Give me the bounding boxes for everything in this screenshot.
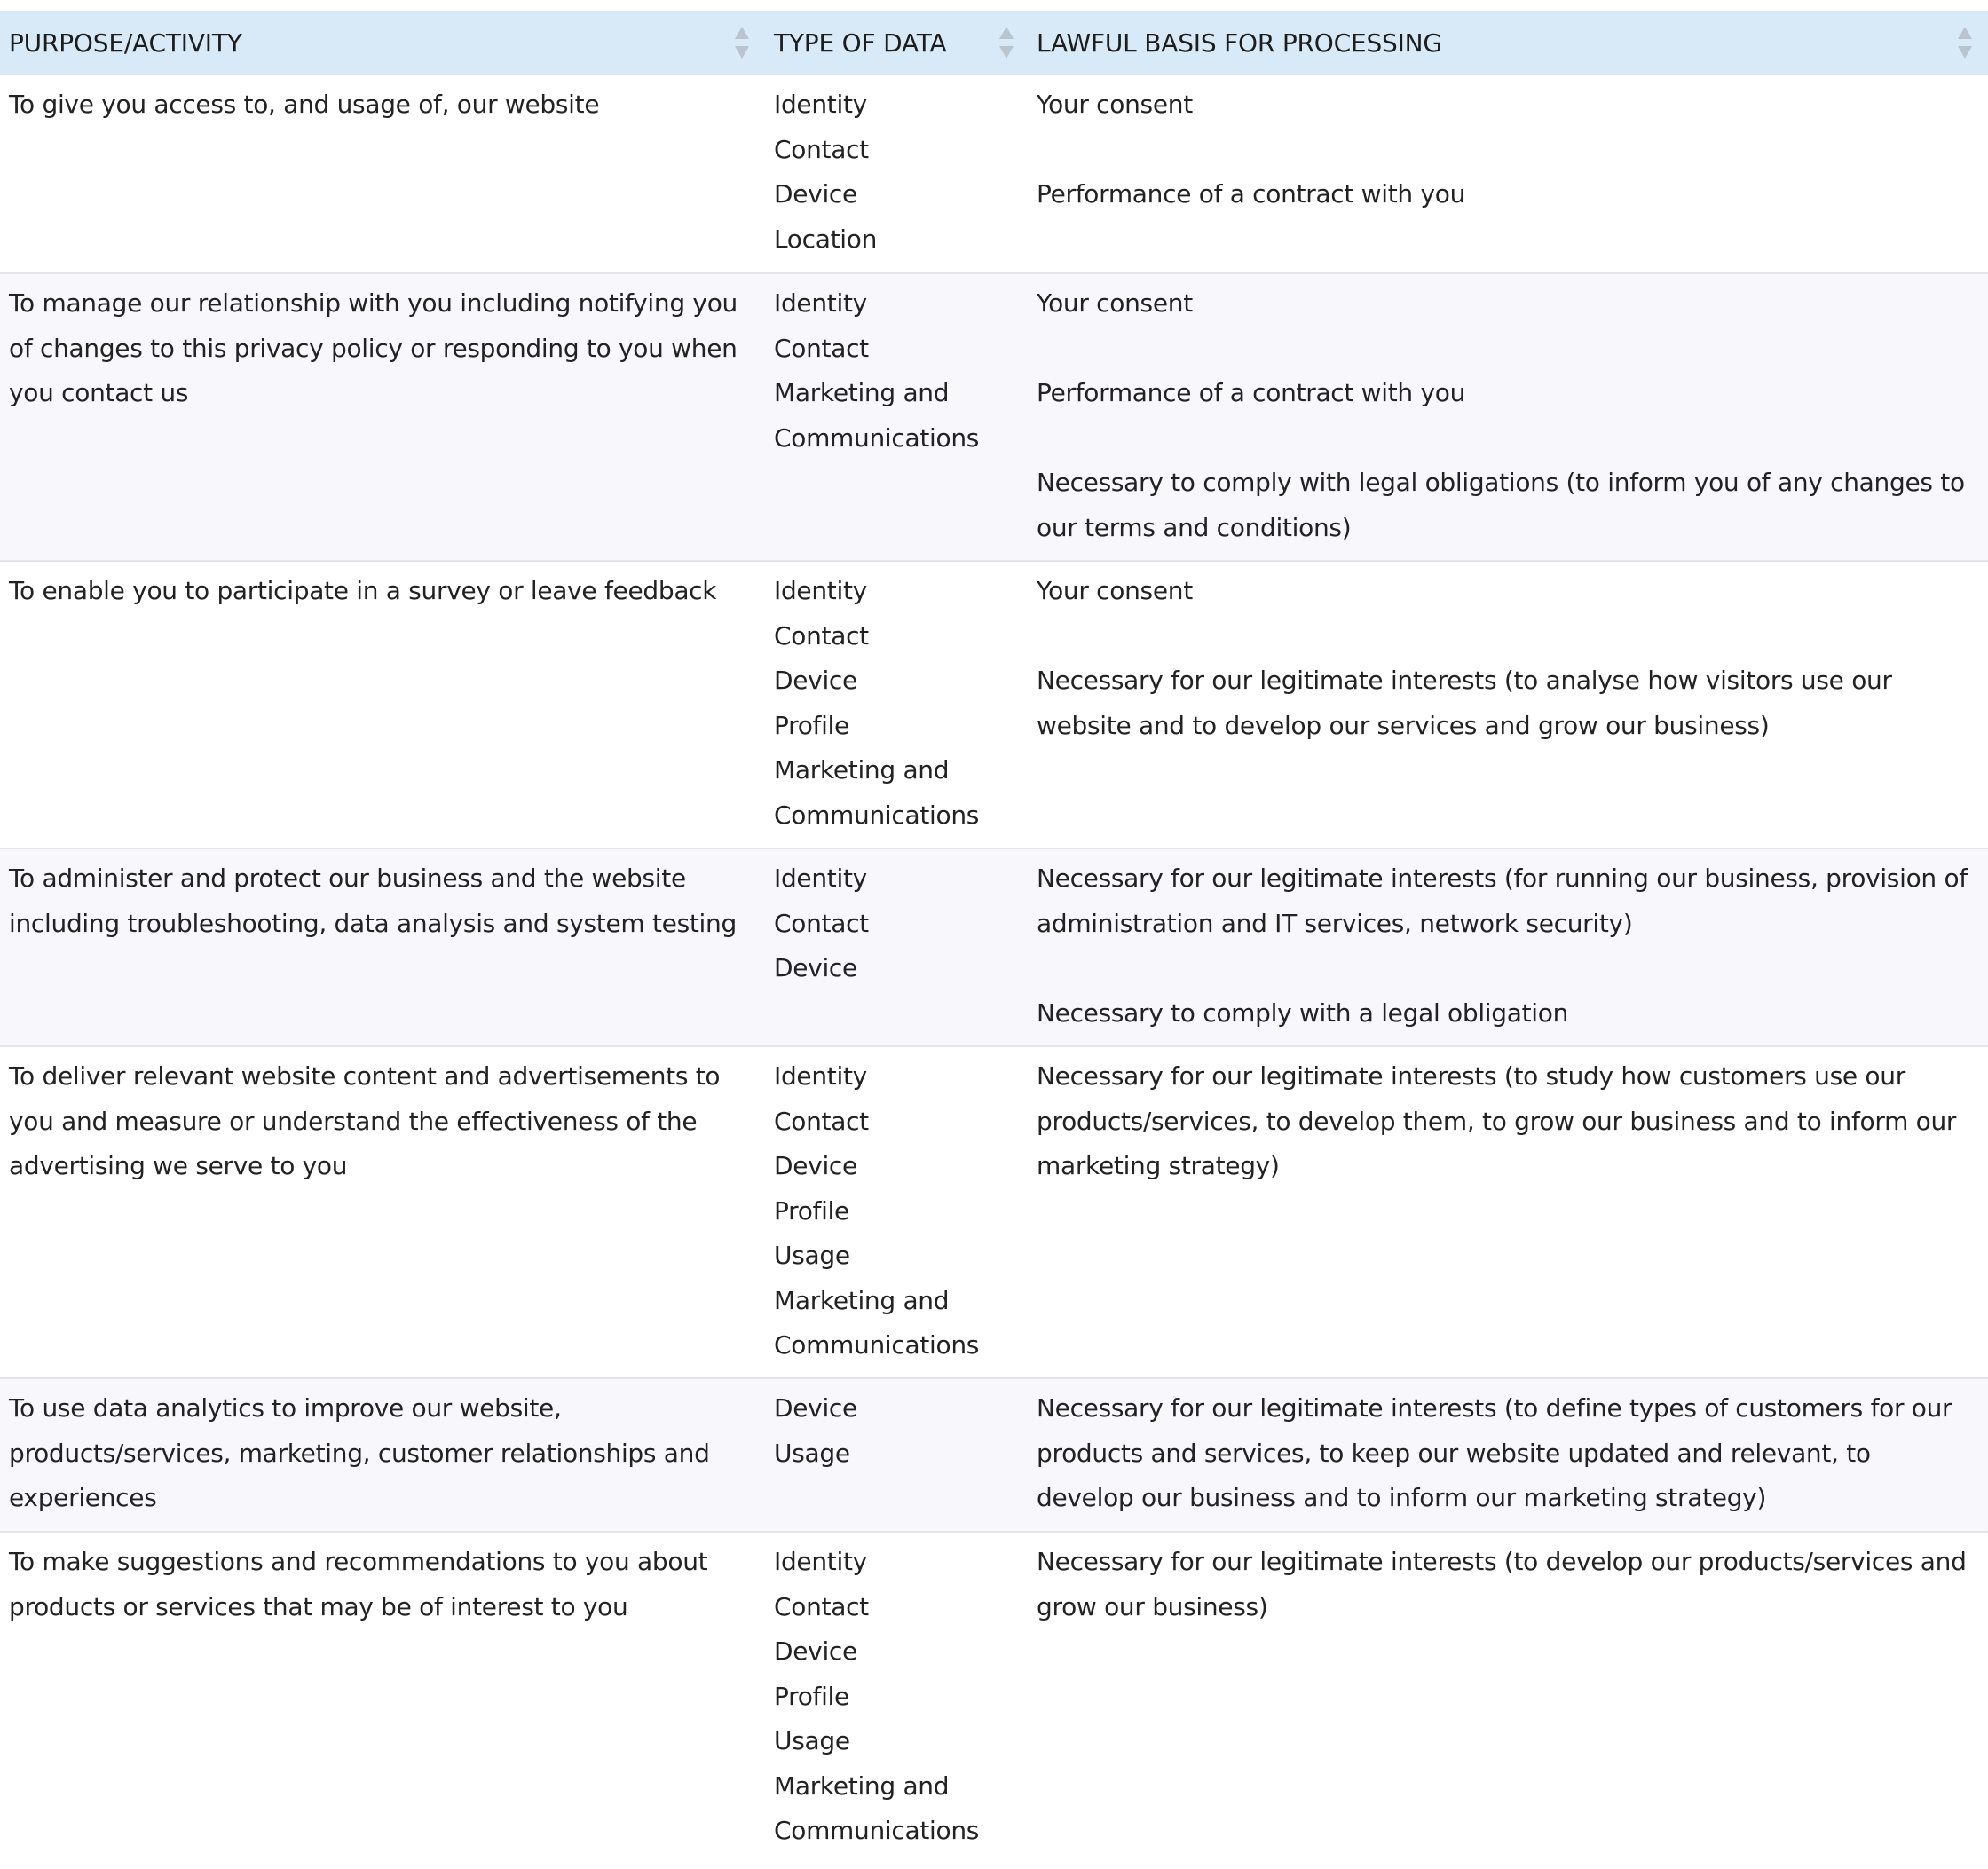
data-type: Identity: [774, 90, 867, 119]
lawful-basis: Your consent: [1037, 90, 1193, 119]
data-type: Identity: [774, 576, 867, 605]
data-type: Profile: [774, 1195, 849, 1226]
spacer: [1037, 128, 1970, 173]
spacer: [1037, 614, 1970, 659]
lawful-basis: Necessary for our legitimate interests (to study how customers use our products/services, to develop them, to grow our business and to inform our marketing strategy): [1037, 1061, 1957, 1180]
data-type: Device: [774, 1636, 857, 1666]
column-header-purpose[interactable]: [0, 11, 765, 75]
table-row: [0, 1047, 1988, 1379]
spacer: [1037, 327, 1970, 372]
table-row: [0, 274, 1988, 562]
sort-arrows-icon[interactable]: [998, 25, 1015, 60]
column-header-label: PURPOSE/ACTIVITY: [9, 28, 242, 58]
data-type: Usage: [774, 1241, 850, 1270]
data-type: Marketing and Communications: [774, 1770, 980, 1845]
data-type: Contact: [774, 333, 869, 363]
purpose-cell: To deliver relevant website content and advertisements to you and measure or understand the effectiveness of the advertising we serve to you: [9, 1061, 721, 1180]
data-types-cell: [765, 849, 1028, 1045]
lawful-basis-cell: [1028, 562, 1988, 848]
data-type: Device: [774, 666, 857, 695]
data-type: Contact: [774, 620, 869, 651]
data-type: Profile: [774, 710, 849, 740]
table-row: [0, 1533, 1988, 1863]
lawful-basis: Necessary to comply with legal obligations (to inform you of any changes to our terms and conditions): [1037, 468, 1965, 542]
data-type: Identity: [774, 1061, 867, 1091]
data-type: Contact: [774, 1106, 869, 1136]
data-type: Device: [774, 1393, 857, 1423]
column-header-type-of-data[interactable]: [765, 11, 1028, 75]
sort-arrows-icon[interactable]: [1956, 25, 1974, 60]
table-row: [0, 1379, 1988, 1533]
data-type: Contact: [774, 1591, 869, 1621]
lawful-basis: Your consent: [1037, 288, 1193, 318]
lawful-basis: Your consent: [1037, 576, 1193, 605]
purpose-cell: To manage our relationship with you including notifying you of changes to this privacy policy or responding to you when you contact us: [9, 288, 738, 407]
lawful-basis-cell: [1028, 1379, 1988, 1531]
data-type: Usage: [774, 1438, 850, 1468]
data-type: Identity: [774, 1547, 867, 1576]
table-row: [0, 562, 1988, 849]
table-header: [0, 11, 1988, 75]
lawful-basis: Necessary for our legitimate interests (to analyse how visitors use our website and to develop our services and grow our business): [1037, 666, 1892, 740]
data-type: Marketing and Communications: [774, 1285, 980, 1360]
lawful-basis: Performance of a contract with you: [1037, 378, 1466, 407]
table-row: [0, 849, 1988, 1047]
lawful-basis: Necessary for our legitimate interests (for running our business, provision of administration and IT services, network security): [1037, 864, 1968, 938]
spacer: [1037, 416, 1970, 461]
data-type: Identity: [774, 288, 867, 318]
data-type: Identity: [774, 864, 867, 893]
data-types-cell: [765, 1379, 1028, 1531]
sort-arrows-icon[interactable]: [733, 25, 751, 60]
spacer: [1037, 946, 1970, 991]
lawful-basis: Necessary for our legitimate interests (to define types of customers for our products and services, to keep our website updated and relevant, to develop our business and to inform our marketing strategy): [1037, 1393, 1952, 1512]
data-types-cell: [765, 562, 1028, 848]
data-type: Contact: [774, 908, 869, 938]
table-row: [0, 75, 1988, 274]
column-header-label: LAWFUL BASIS FOR PROCESSING: [1037, 28, 1442, 58]
data-type: Usage: [774, 1726, 850, 1755]
purpose-cell: To enable you to participate in a survey or leave feedback: [9, 576, 717, 605]
data-type: Profile: [774, 1681, 849, 1711]
purpose-cell: To give you access to, and usage of, our website: [9, 90, 600, 119]
lawful-basis-cell: [1028, 849, 1988, 1045]
lawful-basis-cell: [1028, 274, 1988, 560]
data-type: Device: [774, 1151, 857, 1180]
column-header-lawful-basis[interactable]: [1028, 11, 1988, 75]
data-types-cell: [765, 274, 1028, 560]
purpose-cell: To administer and protect our business and the website including troubleshooting, data analysis and system testing: [9, 864, 737, 938]
data-type: Marketing and Communications: [774, 378, 980, 453]
data-type: Device: [774, 953, 857, 982]
data-type: Marketing and Communications: [774, 755, 980, 830]
data-types-cell: [765, 1047, 1028, 1377]
data-types-cell: [765, 75, 1028, 272]
lawful-basis-cell: [1028, 75, 1988, 272]
lawful-basis-cell: [1028, 1047, 1988, 1377]
lawful-basis: Performance of a contract with you: [1037, 179, 1466, 209]
column-header-label: TYPE OF DATA: [774, 28, 947, 58]
data-types-cell: [765, 1533, 1028, 1863]
data-type: Location: [774, 224, 878, 254]
lawful-basis: Necessary to comply with a legal obligation: [1037, 998, 1569, 1028]
lawful-basis-cell: [1028, 1533, 1988, 1863]
purpose-cell: To use data analytics to improve our website, products/services, marketing, customer relationships and experiences: [9, 1393, 710, 1512]
privacy-data-table: [0, 11, 1988, 1863]
data-type: Device: [774, 179, 857, 209]
purpose-cell: To make suggestions and recommendations to you about products or services that may be of interest to you: [9, 1547, 708, 1621]
data-type: Contact: [774, 134, 869, 164]
lawful-basis: Necessary for our legitimate interests (to develop our products/services and grow our business): [1037, 1547, 1967, 1621]
